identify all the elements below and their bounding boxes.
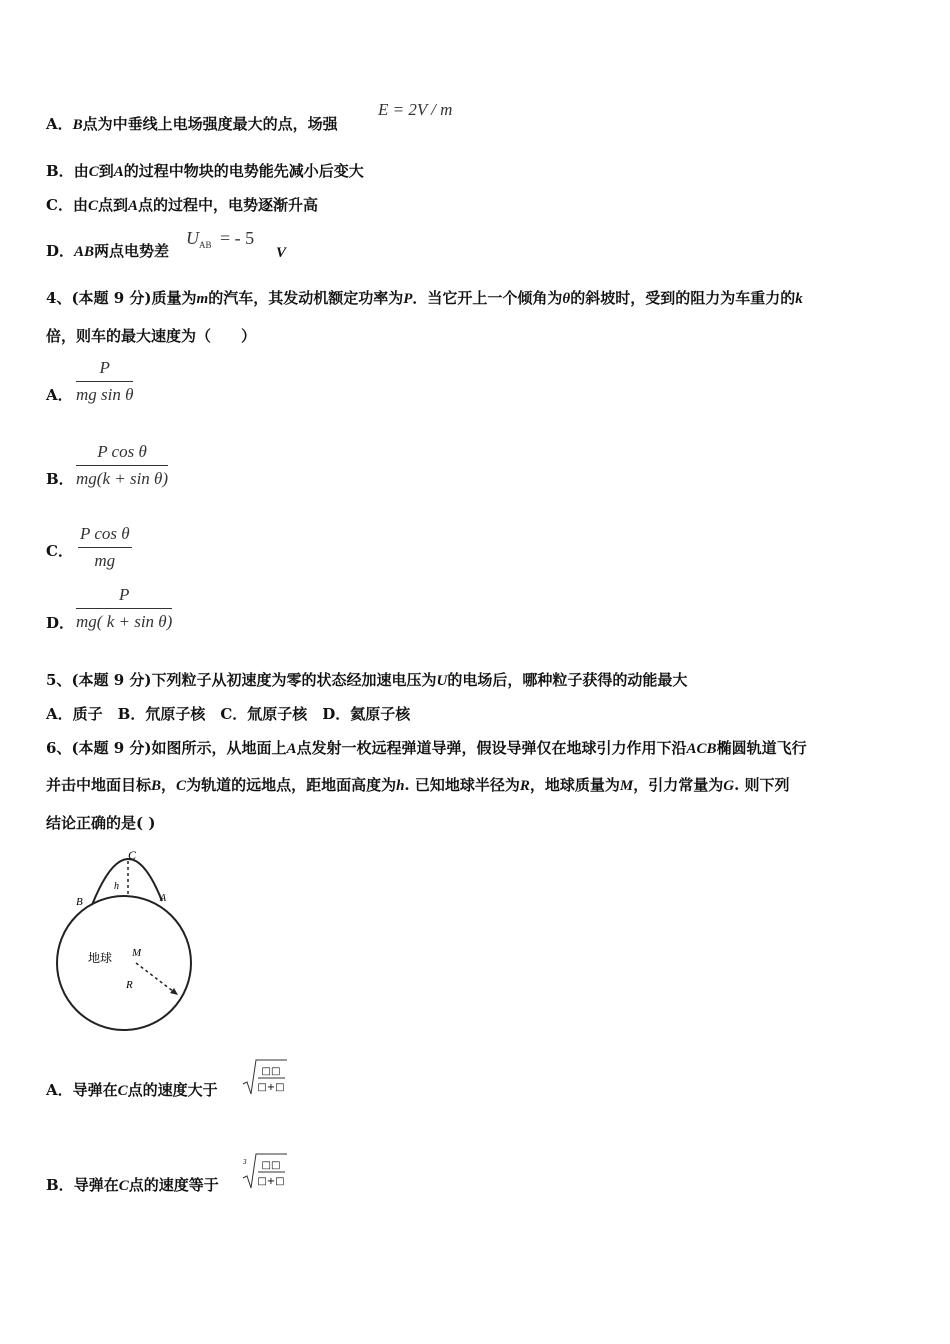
q4-option-c-label: C． [46,542,73,560]
q6-stem-line2: 并击中地面目标B，C为轨道的远地点，距地面高度为h. 已知地球半径为R，地球质量为M，引力常量为G. 则下列 [46,776,790,794]
svg-text:3: 3 [243,1158,247,1166]
radius-line [136,963,178,995]
label-r: R [126,979,133,991]
svg-text:□□: □□ [261,1160,281,1171]
q6-option-b-sqrt [240,1152,288,1192]
q6-stem-line3: 结论正确的是( ) [46,814,156,832]
q4-stem-line2: 倍，则车的最大速度为（ ） [46,327,257,345]
q4-option-d-label: D． [46,614,75,632]
q4-option-c-fraction: $\frac{\text{P cos θ}}{mg}$ [80,524,130,570]
svg-text:□+□: □+□ [257,1082,285,1093]
label-b: B [76,896,83,908]
q6-option-a-sqrt [242,1058,288,1098]
q4-option-a-label: A． [46,386,73,404]
q4-option-a-fraction: $\frac{P}{\text{mg sin θ}}$ [76,358,134,404]
label-a: A [160,893,167,904]
q4-stem-line1: 4、(本题 9 分)质量为m的汽车，其发动机额定功率为P．当它开上一个倾角为θ的斜坡时，受到的阻力为车重力的k [46,289,803,307]
earth-circle [57,896,191,1030]
label-m: M [132,947,142,959]
svg-text:□+□: □+□ [257,1176,285,1187]
q3-option-d: D．AB两点电势差 [46,242,170,260]
q4-option-b-label: B． [46,470,74,488]
q6-stem-line1: 6、(本题 9 分)如图所示，从地面上A点发射一枚远程弹道导弹，假设导弹仅在地球引力作用下沿ACB椭圆轨道飞行 [46,739,807,757]
q3-option-b: B．由C到A的过程中物块的电势能先减小后变大 [46,162,364,180]
label-h: h [114,881,119,892]
svg-text:□□: □□ [261,1066,281,1077]
q3-option-a-formula: E = 2V / m [378,100,453,119]
label-c: C [128,848,137,862]
q5-stem: 5、(本题 9 分)下列粒子从初速度为零的状态经加速电压为U的电场后，哪种粒子获得的动能最大 [46,671,688,689]
q6-option-b: B．导弹在C点的速度等于 [46,1176,219,1194]
q3-option-d-unit: V [276,245,287,261]
q4-option-b-fraction: $\frac{\text{P cos θ}}{\text{mg(k + sin θ)}}$ [76,442,169,488]
q6-option-a: A．导弹在C点的速度大于 [46,1081,218,1099]
q3-option-c: C．由C点到A点的过程中，电势逐渐升高 [46,196,319,214]
q3-option-d-formula: $U_{AB}$ = - 5 [186,228,255,250]
trajectory-figure [40,845,200,1035]
q4-option-d-fraction: $\frac{P}{\text{mg( k + sin θ)}}$ [76,585,173,631]
q3-option-a: A．B点为中垂线上电场强度最大的点，场强 [46,115,338,133]
q5-options: A．质子 B．氘原子核 C．氚原子核 D．氦原子核 [46,705,411,723]
trajectory-arc [92,859,162,905]
label-earth: 地球 [88,951,113,965]
